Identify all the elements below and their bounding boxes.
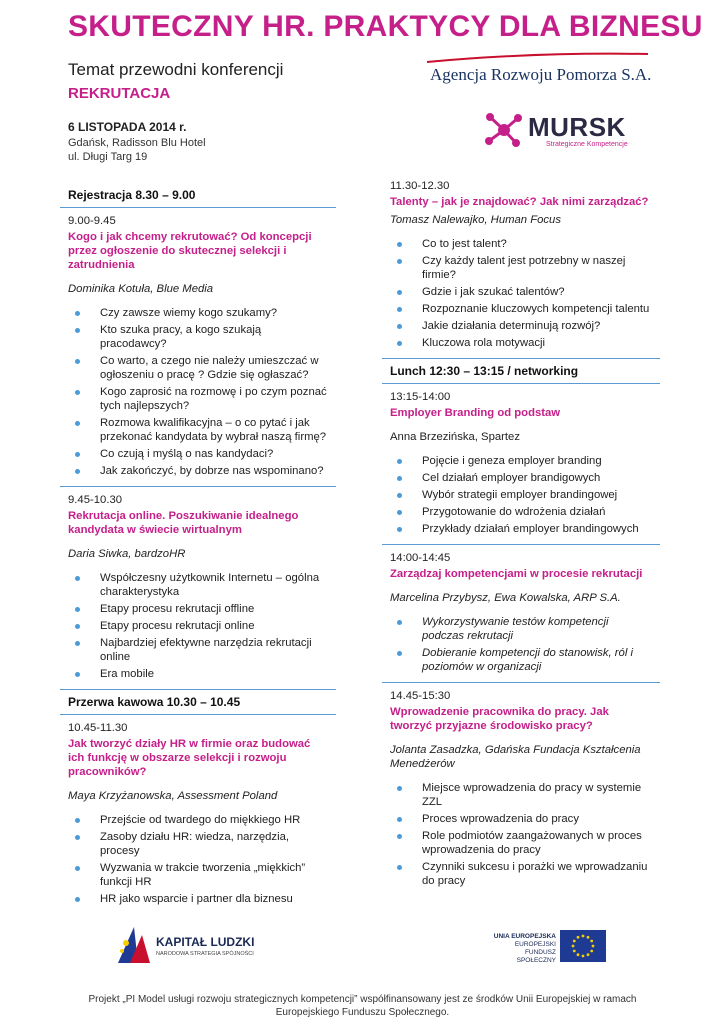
list-item: Jakie działania determinują rozwój? [390,319,652,333]
session-title: Employer Branding od podstaw [390,407,561,419]
event-date: 6 LISTOPADA 2014 r. [68,120,187,134]
session-topics [68,813,328,906]
session-4 [382,179,660,350]
list-item: Jak zakończyć, by dobrze nas wspominano? [68,464,328,478]
session-title: Jak tworzyć działy HR w firmie oraz budować ich funkcję w obszarze selekcji i rozwoju pracowników? [68,738,311,778]
eu-line-1: UNIA EUROPEJSKA [493,933,556,940]
list-item: Cel działań employer brandigowych [390,471,652,485]
list-item: Czynniki sukcesu i porażki we wprowadzaniu do pracy [390,860,652,888]
mursk-tagline: Strategiczne Kompetencje [546,141,628,148]
list-item: Czy każdy talent jest potrzebny w naszej firmie? [390,254,652,282]
session-7 [382,689,660,888]
list-item: Dobieranie kompetencji do stanowisk, ról i poziomów w organizacji [390,646,652,674]
session-speaker: Dominika Kotuła, Blue Media [68,283,214,295]
list-item: Wybór strategii employer brandingowej [390,488,652,502]
conference-title: SKUTECZNY HR. PRAKTYCY DLA BIZNESU [68,10,703,43]
session-time: 11.30-12.30 [390,180,450,192]
list-item: Rozmowa kwalifikacyjna – o co pytać i jak przekonać kandydata by wybrał naszą firmę? [68,416,328,444]
session-topics [390,781,652,888]
list-item: Miejsce wprowadzenia do pracy w systemie ZZL [390,781,652,809]
list-item: Przykłady działań employer brandingowych [390,522,652,536]
kapital-ludzki-subtitle: NARODOWA STRATEGIA SPÓJNOŚCI [156,951,254,957]
session-topics [390,454,652,536]
session-2 [60,493,336,681]
list-item: Kogo zaprosić na rozmowę i po czym poznać tych najlepszych? [68,385,328,413]
session-1 [60,214,336,478]
list-item: Współczesny użytkownik Internetu – ogólna charakterystyka [68,571,328,599]
list-item: Wyzwania w trakcie tworzenia „miękkich” funkcji HR [68,861,328,889]
mursk-wordmark: MURSK [528,112,626,142]
address-line-1: Gdańsk, Radisson Blu Hotel [68,137,206,149]
kapital-ludzki-emblem-icon [116,925,152,965]
list-item: HR jako wsparcie i partner dla biznesu [68,892,328,906]
list-item: Zasoby działu HR: wiedza, narzędzia, procesy [68,830,328,858]
address-line-2: ul. Długi Targ 19 [68,151,148,163]
session-topics [68,306,328,478]
theme-value: REKRUTACJA [68,85,171,102]
session-time: 9.45-10.30 [68,494,123,506]
session-title: Kogo i jak chcemy rekrutować? Od koncepcji przez ogłoszenie do skutecznej selekcji i zatrudnienia [68,231,312,271]
kapital-ludzki-logo [116,925,266,967]
list-item: Role podmiotów zaangażowanych w proces wprowadzenia do pracy [390,829,652,857]
eu-line-2: EUROPEJSKI [514,941,556,948]
session-speaker: Jolanta Zasadzka, Gdańska Fundacja Kształcenia Menedżerów [390,744,641,770]
eu-line-3: FUNDUSZ SPOŁECZNY [516,949,556,964]
session-speaker: Anna Brzezińska, Spartez [390,431,520,443]
eu-efs-logo [490,930,610,966]
divider [382,682,660,683]
coffee-break-slot: Przerwa kawowa 10.30 – 10.45 [60,689,336,715]
list-item: Wykorzystywanie testów kompetencji podczas rekrutacji [390,615,652,643]
list-item: Co warto, a czego nie należy umieszczać w ogłoszeniu o pracę ? Gdzie się ogłaszać? [68,354,328,382]
agencja-swoosh-icon [425,52,650,66]
eu-flag-icon [560,930,606,962]
session-time: 13:15-14:00 [390,391,451,403]
session-speaker: Tomasz Nalewajko, Human Focus [390,214,561,226]
session-speaker: Daria Siwka, bardzoHR [68,548,186,560]
list-item: Kluczowa rola motywacji [390,336,652,350]
divider [382,544,660,545]
session-time: 10.45-11.30 [68,722,128,734]
session-title: Wprowadzenie pracownika do pracy. Jak tworzyć przyjazne środowisko pracy? [390,706,609,732]
list-item: Czy zawsze wiemy kogo szukamy? [68,306,328,320]
list-item: Co to jest talent? [390,237,652,251]
registration-slot: Rejestracja 8.30 – 9.00 [60,183,336,208]
agenda-right-column [382,173,660,896]
session-speaker: Marcelina Przybysz, Ewa Kowalska, ARP S.A. [390,592,621,604]
list-item: Rozpoznanie kluczowych kompetencji talentu [390,302,652,316]
session-3 [60,721,336,906]
list-item: Kto szuka pracy, a kogo szukają pracodawcy? [68,323,328,351]
session-title: Zarządzaj kompetencjami w procesie rekrutacji [390,568,643,580]
list-item: Przygotowanie do wdrożenia działań [390,505,652,519]
list-item: Najbardziej efektywne narzędzia rekrutacji online [68,636,328,664]
session-5 [382,390,660,536]
session-topics [390,615,652,674]
list-item: Etapy procesu rekrutacji online [68,619,328,633]
session-time: 14:00-14:45 [390,552,451,564]
session-time: 9.00-9.45 [68,215,116,227]
list-item: Pojęcie i geneza employer branding [390,454,652,468]
footer-note: Projekt „PI Model usługi rozwoju strategicznych kompetencji” współfinansowany jest ze środków Unii Europejskiej w ramach Europejskiego Funduszu Społecznego. [88,994,637,1018]
kapital-ludzki-title: KAPITAŁ LUDZKI [156,935,255,949]
session-title: Talenty – jak je znajdować? Jak nimi zarządzać? [390,196,649,208]
list-item: Przejście od twardego do miękkiego HR [68,813,328,827]
partner-logo-mursk [484,108,644,156]
session-time: 14.45-15:30 [390,690,451,702]
agenda-left-column [60,183,336,914]
session-topics [390,237,652,350]
session-speaker: Maya Krzyżanowska, Assessment Poland [68,790,278,802]
list-item: Era mobile [68,667,328,681]
divider [60,486,336,487]
list-item: Co czują i myślą o nas kandydaci? [68,447,328,461]
partner-logo-arp: Agencja Rozwoju Pomorza S.A. [430,65,652,84]
list-item: Proces wprowadzenia do pracy [390,812,652,826]
list-item: Gdzie i jak szukać talentów? [390,285,652,299]
mursk-molecule-icon [484,110,524,150]
theme-label: Temat przewodni konferencji [68,60,284,79]
session-title: Rekrutacja online. Poszukiwanie idealnego kandydata w świecie wirtualnym [68,510,299,536]
eu-label [490,933,556,965]
lunch-slot: Lunch 12:30 – 13:15 / networking [382,358,660,384]
session-6 [382,551,660,674]
list-item: Etapy procesu rekrutacji offline [68,602,328,616]
session-topics [68,571,328,681]
